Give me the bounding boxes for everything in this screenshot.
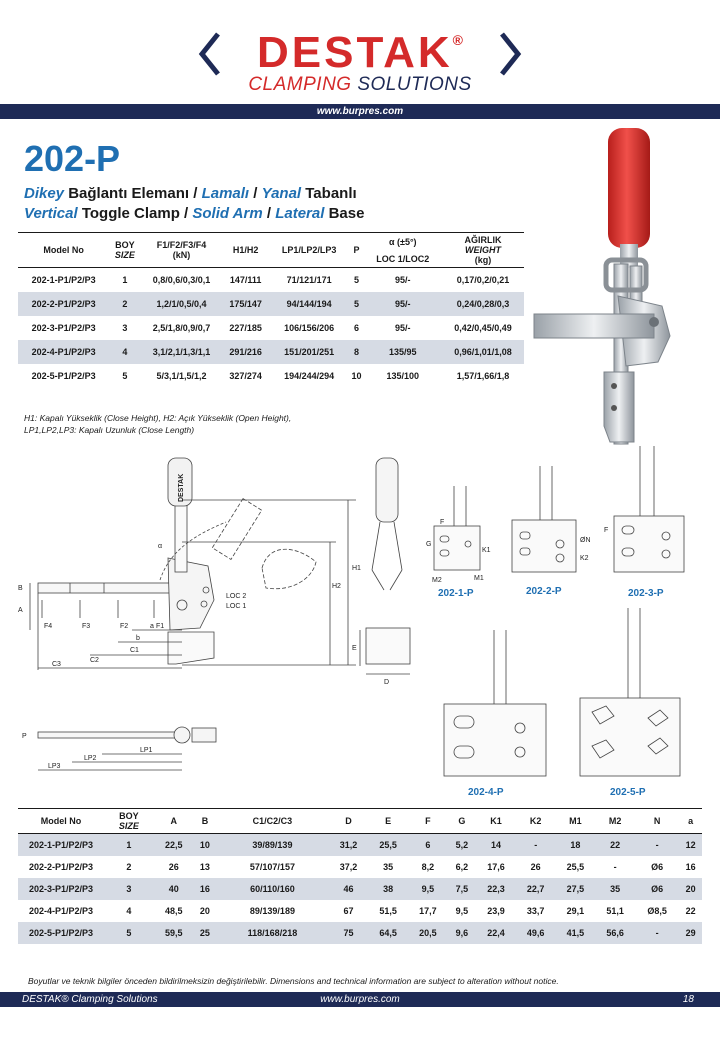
table-cell: 51,1 xyxy=(606,905,624,916)
table-cell: 202-1-P1/P2/P3 xyxy=(18,834,104,856)
col-force: F1/F2/F3/F4 (kN) xyxy=(141,233,223,268)
table-row xyxy=(18,900,702,922)
table-cell: Ø8,5 xyxy=(647,905,667,916)
col-header: K1 xyxy=(476,809,516,834)
col-model: Model No xyxy=(18,809,104,834)
product-photo xyxy=(530,126,700,471)
table-cell: 106/156/206 xyxy=(284,322,335,333)
subtitle-fragment: Toggle Clamp / xyxy=(77,205,193,222)
table-cell: 5 xyxy=(104,922,154,944)
col-header: D xyxy=(329,809,369,834)
col-height: H1/H2 xyxy=(223,233,269,268)
table-cell: 17,7 xyxy=(419,905,437,916)
dim-a: A xyxy=(18,607,23,614)
table-cell: 0,8/0,6/0,3/0,1 xyxy=(152,274,211,285)
table-cell: 10 xyxy=(351,370,362,381)
table-cell: 22,4 xyxy=(476,922,516,944)
base-n: ØN xyxy=(580,537,591,544)
table-row xyxy=(18,292,524,316)
table-cell: 0,96/1,01/1,08 xyxy=(442,340,524,364)
table-cell: 8 xyxy=(349,340,363,364)
disclaimer: Boyutlar ve teknik bilgiler önceden bildirilmeksizin değiştirilebilir. Dimensions and technical information are subject to alteration without notice. xyxy=(28,976,559,986)
table-cell: 20,5 xyxy=(408,922,448,944)
table-cell: 3 xyxy=(122,322,128,333)
col-header: M2 xyxy=(595,809,635,834)
table-row xyxy=(18,856,702,878)
subtitle-fragment: Solid Arm xyxy=(192,205,263,222)
table-cell: 0,17/0,2/0,21 xyxy=(456,274,510,285)
col-header: B xyxy=(194,809,217,834)
table-cell: 0,24/0,28/0,3 xyxy=(442,292,524,316)
table-cell: 2,5/1,8/0,9/0,7 xyxy=(152,322,211,333)
technical-drawings xyxy=(0,440,720,810)
dim-p: P xyxy=(22,733,27,740)
subtitle-fragment: Dikey xyxy=(24,185,65,202)
table-cell: 6 xyxy=(353,322,359,333)
footer-bar xyxy=(0,992,720,1007)
table-cell: - xyxy=(613,861,617,872)
table-row xyxy=(18,316,524,340)
table-row xyxy=(18,364,524,388)
col-size: BOY SIZE xyxy=(104,809,154,834)
col-header: G xyxy=(448,809,476,834)
table-cell: Ø6 xyxy=(635,878,679,900)
table-cell: 16 xyxy=(685,861,696,872)
table-cell: Ø6 xyxy=(651,861,664,872)
col-loc: LOC 1/LOC2 xyxy=(364,250,442,268)
base-f-small: F xyxy=(604,527,609,534)
brand-tagline: CLAMPING SOLUTIONS xyxy=(248,74,472,95)
force-f2: F2 xyxy=(120,623,129,630)
force-f3: F3 xyxy=(82,623,91,630)
size-label: 202-4-P xyxy=(468,787,504,798)
table-cell: 29 xyxy=(679,922,702,944)
table-cell: 5 xyxy=(122,370,128,381)
table-cell: - xyxy=(635,922,679,944)
table-cell: 13 xyxy=(199,861,210,872)
table-cell: 75 xyxy=(329,922,369,944)
table-cell: 202-1-P1/P2/P3 xyxy=(31,274,96,285)
page-number: 18 xyxy=(682,994,694,1005)
table-cell: 202-2-P1/P2/P3 xyxy=(28,861,94,872)
table-cell: 202-4-P1/P2/P3 xyxy=(28,905,94,916)
table-cell: 5/3,1/1,5/1,2 xyxy=(156,370,207,381)
table-cell: 20 xyxy=(679,878,702,900)
table-cell: 48,5 xyxy=(164,905,183,916)
loc2-label: LOC 2 xyxy=(226,593,247,600)
subtitle-fragment: Vertical xyxy=(24,205,78,222)
dim-c1: C1 xyxy=(130,647,139,654)
col-weight: AĞIRLIK WEIGHT (kg) xyxy=(442,233,524,268)
table-cell: 67 xyxy=(343,905,354,916)
dim-h1: H1 xyxy=(352,565,361,572)
table-cell: 49,6 xyxy=(516,922,556,944)
table-cell: 29,1 xyxy=(566,905,585,916)
subtitle-fragment: / xyxy=(249,185,262,202)
dim-c3: C3 xyxy=(52,661,61,668)
col-p: P xyxy=(349,233,363,268)
spec-table-forces xyxy=(18,232,524,388)
table-cell: 12 xyxy=(679,834,702,856)
table-cell: 46 xyxy=(329,878,369,900)
table-cell: 327/274 xyxy=(229,370,262,381)
table-cell: 6 xyxy=(408,834,448,856)
loc1-label: LOC 1 xyxy=(226,603,247,610)
table-cell: - xyxy=(516,834,556,856)
table-row xyxy=(18,268,524,292)
table-cell: 1 xyxy=(122,274,128,285)
col-model: Model No xyxy=(18,233,109,268)
table-cell: 4 xyxy=(126,905,132,916)
base-m2: M2 xyxy=(432,577,442,584)
table-cell: 95/- xyxy=(395,322,411,333)
table-cell: 2 xyxy=(126,861,132,872)
table-cell: 18 xyxy=(556,834,596,856)
table-cell: 135/100 xyxy=(386,370,420,381)
col-header: K2 xyxy=(516,809,556,834)
dim-h2: H2 xyxy=(332,583,341,590)
col-header: A xyxy=(154,809,194,834)
table-row xyxy=(18,922,702,944)
table-row xyxy=(18,834,702,856)
table-cell: 202-3-P1/P2/P3 xyxy=(31,322,96,333)
dim-d: D xyxy=(384,679,390,686)
table-cell: 2 xyxy=(109,292,140,316)
col-header: E xyxy=(368,809,408,834)
top-url-bar xyxy=(0,104,720,119)
col-header: N xyxy=(635,809,679,834)
spec-table-dimensions xyxy=(18,808,702,944)
table-cell: 31,2 xyxy=(329,834,369,856)
table-cell: 95/- xyxy=(364,292,442,316)
col-alpha: α (±5°) xyxy=(364,233,442,251)
table-cell: 7,5 xyxy=(448,878,476,900)
table-cell: 40 xyxy=(154,878,194,900)
table-cell: - xyxy=(635,834,679,856)
col-length: LP1/LP2/LP3 xyxy=(269,233,350,268)
table-cell: 41,5 xyxy=(556,922,596,944)
size-label: 202-5-P xyxy=(610,787,646,798)
subtitle-fragment: Lamalı xyxy=(201,185,250,202)
handle-brand: DESTAK xyxy=(178,473,185,502)
subtitle-fragment: / xyxy=(262,205,276,222)
subtitle-turkish xyxy=(24,185,357,202)
table-cell: 71/121/171 xyxy=(286,274,332,285)
table-cell: 57/107/157 xyxy=(249,861,295,872)
table-cell: 3 xyxy=(104,878,154,900)
base-k2: K2 xyxy=(580,555,589,562)
table-cell: 227/185 xyxy=(229,322,262,333)
note-line: H1: Kapalı Yükseklik (Close Height), H2: Açık Yükseklik (Open Height), xyxy=(24,413,292,423)
table-cell: 9,5 xyxy=(408,878,448,900)
table-cell: 1,2/1/0,5/0,4 xyxy=(141,292,223,316)
table-cell: 291/216 xyxy=(223,340,269,364)
table-cell: 35 xyxy=(383,861,394,872)
table-cell: 22,5 xyxy=(154,834,194,856)
col-header: C1/C2/C3 xyxy=(216,809,328,834)
table-cell: 202-4-P1/P2/P3 xyxy=(18,340,109,364)
table-cell: 27,5 xyxy=(556,878,596,900)
notes xyxy=(24,412,291,436)
table-cell: 22 xyxy=(595,834,635,856)
size-label: 202-3-P xyxy=(628,588,664,599)
table-row xyxy=(18,878,702,900)
table-cell: 17,6 xyxy=(487,861,505,872)
force-f4: F4 xyxy=(44,623,53,630)
dim-e: E xyxy=(352,645,357,652)
table-cell: 37,2 xyxy=(339,861,358,872)
subtitle-fragment: Yanal xyxy=(261,185,302,202)
table-cell: 202-3-P1/P2/P3 xyxy=(18,878,104,900)
force-f1: F1 xyxy=(156,623,165,630)
table-cell: 89/139/189 xyxy=(249,905,295,916)
table-cell: 0,42/0,45/0,49 xyxy=(454,322,512,333)
table-cell: 147/111 xyxy=(229,274,262,285)
table-cell: 22,7 xyxy=(516,878,556,900)
table-cell: 60/110/160 xyxy=(216,878,328,900)
table-cell: 23,9 xyxy=(487,905,505,916)
brand-wordmark: DESTAK® xyxy=(257,28,463,77)
table-cell: 25,5 xyxy=(368,834,408,856)
table-cell: 20 xyxy=(199,905,210,916)
table-cell: 1,57/1,66/1,8 xyxy=(456,370,510,381)
table-cell: 51,5 xyxy=(379,905,397,916)
table-cell: 64,5 xyxy=(368,922,408,944)
table-cell: 26 xyxy=(168,861,179,872)
brand-logo xyxy=(0,18,720,100)
table-cell: 202-2-P1/P2/P3 xyxy=(18,292,109,316)
dim-c2: C2 xyxy=(90,657,99,664)
table-cell: 5 xyxy=(349,292,363,316)
table-cell: 202-5-P1/P2/P3 xyxy=(31,370,96,381)
footer-brand: DESTAK® Clamping Solutions xyxy=(22,994,158,1005)
table-cell: 59,5 xyxy=(154,922,194,944)
table-cell: 6,2 xyxy=(455,861,469,872)
table-cell: 25,5 xyxy=(566,861,585,872)
subtitle-fragment: Bağlantı Elemanı / xyxy=(64,185,202,202)
table-cell: 14 xyxy=(476,834,516,856)
col-header: M1 xyxy=(556,809,596,834)
table-cell: 10 xyxy=(194,834,217,856)
table-cell: 5 xyxy=(353,274,359,285)
table-cell: 8,2 xyxy=(421,861,435,872)
size-label: 202-1-P xyxy=(438,588,474,599)
table-row xyxy=(18,340,524,364)
table-cell: 9,5 xyxy=(455,905,469,916)
table-cell: 33,7 xyxy=(526,905,545,916)
dim-lp3: LP3 xyxy=(48,763,61,770)
table-cell: 35 xyxy=(595,878,635,900)
table-cell: 22,3 xyxy=(476,878,516,900)
table-cell: 94/144/194 xyxy=(269,292,350,316)
table-cell: 26 xyxy=(530,861,541,872)
table-cell: 38 xyxy=(368,878,408,900)
table-cell: 175/147 xyxy=(223,292,269,316)
subtitle-fragment: Lateral xyxy=(275,205,325,222)
table-cell: 135/95 xyxy=(364,340,442,364)
col-header: F xyxy=(408,809,448,834)
base-g: G xyxy=(426,541,432,548)
col-size: BOY SIZE xyxy=(109,233,140,268)
table-cell: 39/89/139 xyxy=(216,834,328,856)
table-cell: 5,2 xyxy=(448,834,476,856)
table-cell: 25 xyxy=(194,922,217,944)
subtitle-fragment: Base xyxy=(324,205,365,222)
table-cell: 56,6 xyxy=(595,922,635,944)
col-header: a xyxy=(679,809,702,834)
dim-alpha: α xyxy=(158,543,163,550)
table-cell: 9,6 xyxy=(448,922,476,944)
size-label: 202-2-P xyxy=(526,586,562,597)
base-k1: K1 xyxy=(482,547,491,554)
table-cell: 194/244/294 xyxy=(284,370,335,381)
footer-url[interactable]: www.burpres.com xyxy=(320,994,400,1005)
top-url[interactable]: www.burpres.com xyxy=(316,106,404,117)
dim-b-upper: B xyxy=(18,585,23,592)
dim-lp2: LP2 xyxy=(84,755,97,762)
table-cell: 22 xyxy=(685,905,696,916)
subtitle-fragment: Tabanlı xyxy=(301,185,357,202)
subtitle-english xyxy=(24,205,364,222)
table-cell: 1 xyxy=(104,834,154,856)
table-cell: 95/- xyxy=(395,274,411,285)
table-cell: 4 xyxy=(109,340,140,364)
table-cell: 118/168/218 xyxy=(216,922,328,944)
table-cell: 202-5-P1/P2/P3 xyxy=(18,922,104,944)
dim-lp1: LP1 xyxy=(140,747,153,754)
table-cell: 3,1/2,1/1,3/1,1 xyxy=(141,340,223,364)
page-title: 202-P xyxy=(24,138,121,179)
table-cell: 151/201/251 xyxy=(269,340,350,364)
dim-b: b xyxy=(136,635,140,642)
table-cell: 16 xyxy=(194,878,217,900)
dim-a-small: a xyxy=(150,623,154,630)
note-line: LP1,LP2,LP3: Kapalı Uzunluk (Close Length) xyxy=(24,425,195,435)
base-m1: M1 xyxy=(474,575,484,582)
base-f: F xyxy=(440,519,445,526)
